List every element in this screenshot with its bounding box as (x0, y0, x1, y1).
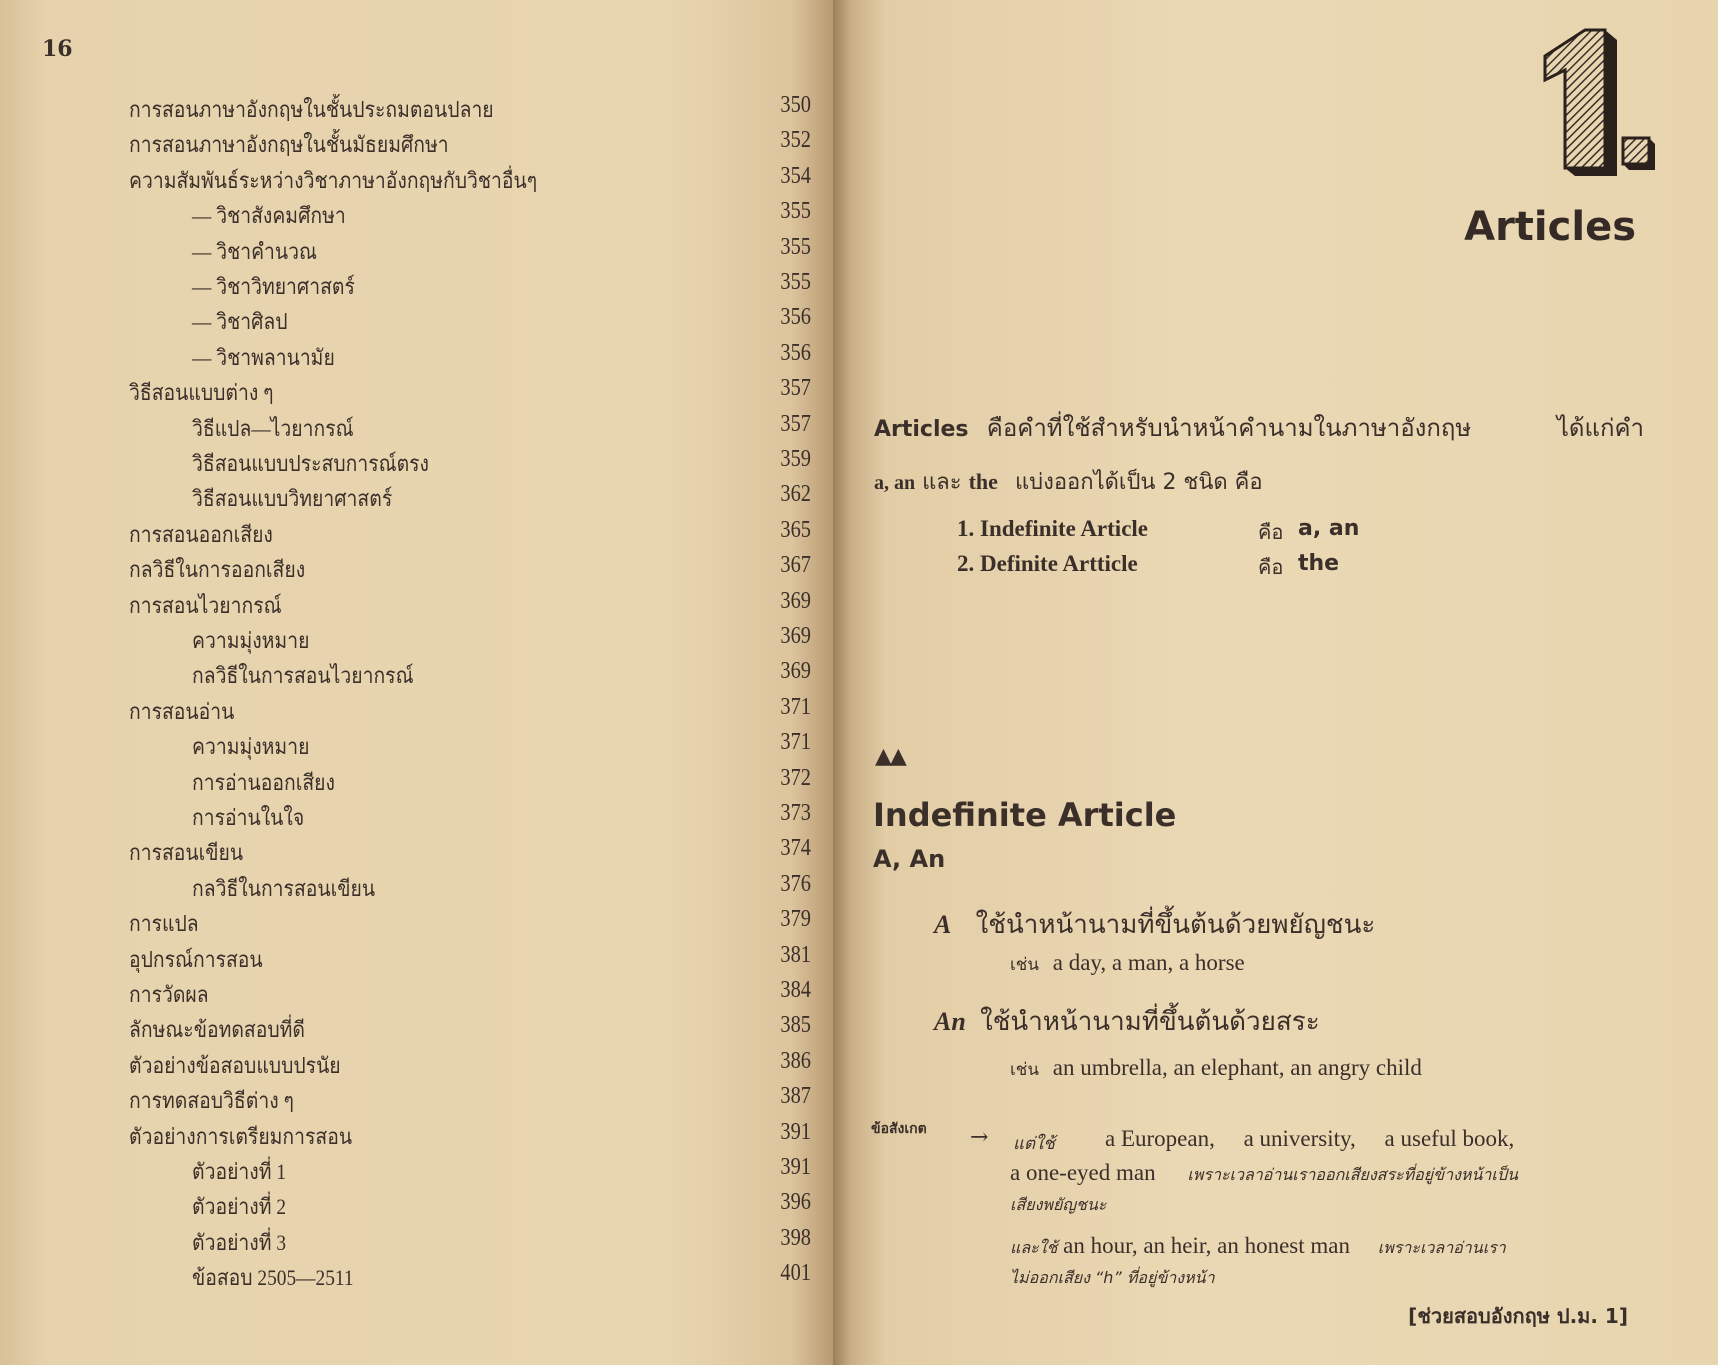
note-line-1: a European, a university, a useful book, (1105, 1126, 1515, 1151)
rule-an (934, 1001, 1320, 1042)
toc-entry-page: 362 (780, 481, 811, 508)
rule-an-text: ใช้นำหน้านามที่ขึ้นต้นด้วยสระ (980, 1007, 1320, 1037)
toc-entry-page: 356 (780, 339, 811, 366)
toc-entry-page: 376 (780, 870, 811, 897)
rule-a-article: A (934, 910, 952, 939)
intro-and: และ (922, 470, 962, 495)
toc-entry-title: วิธีสอนแบบประสบการณ์ตรง (192, 451, 429, 476)
toc-entry-page: 355 (780, 198, 811, 225)
toc-entry-title: วิธีสอนแบบวิทยาศาสตร์ (192, 486, 393, 512)
toc-entry-page: 396 (780, 1189, 811, 1216)
toc-entry-title: — วิชาสังคมศึกษา (192, 203, 346, 229)
article-type-item (957, 551, 1340, 579)
intro-line-2 (874, 464, 1263, 499)
article-type-value: a, an (1298, 516, 1360, 541)
toc-entry-page: 372 (780, 764, 811, 791)
article-type-is: คือ (1258, 520, 1284, 544)
rule-a-examples (1010, 950, 1245, 978)
toc-entry-page: 381 (780, 941, 811, 968)
toc-entry (0, 906, 833, 940)
toc-entry (0, 1012, 833, 1046)
toc-entry (0, 304, 833, 338)
intro-text: คือคำที่ใช้สำหรับนำหน้าคำนามในภาษาอังกฤษ (986, 414, 1472, 442)
left-page (0, 0, 833, 1365)
toc-entry-page: 374 (780, 835, 811, 862)
toc-entry (0, 411, 833, 445)
toc-entry-title: การสอนภาษาอังกฤษในชั้นมัธยมศึกษา (129, 132, 449, 158)
intro-text-end: ได้แก่คำ (1556, 414, 1644, 442)
toc-entry (0, 163, 833, 197)
toc-entry-page: 371 (780, 693, 811, 720)
note-but-use: แต่ใช้ (1013, 1134, 1055, 1154)
toc-entry-title: กลวิธีในการสอนไวยากรณ์ (192, 663, 414, 689)
section-title: Indefinite Article (873, 796, 1177, 834)
article-type-label: 2. Definite Artticle (957, 551, 1138, 576)
toc-entry-page: 387 (780, 1083, 811, 1110)
toc-entry (0, 835, 833, 869)
right-page (833, 0, 1718, 1365)
chapter-number-graphic (1527, 26, 1657, 176)
article-type-value: the (1298, 551, 1340, 576)
rule-a (934, 904, 1375, 945)
toc-entry-title: กลวิธีในการออกเสียง (129, 557, 306, 583)
note-line-3: เสียงพยัญชนะ (1010, 1195, 1107, 1214)
running-footer: [ช่วยสอบอังกฤษ ป.ม. 1] (1408, 1304, 1628, 1328)
toc-entry-title: ความมุ่งหมาย (192, 734, 310, 760)
toc-entry (0, 269, 833, 303)
toc-entry (0, 942, 833, 976)
toc-entry-title: — วิชาพลานามัย (192, 344, 335, 370)
note-line-5: ไม่ออกเสียง “h” ที่อยู่ข้างหน้า (1010, 1268, 1215, 1287)
toc-entry (0, 92, 833, 126)
toc-entry-page: 369 (780, 587, 811, 614)
toc-entry (0, 340, 833, 374)
toc-entry (0, 198, 833, 232)
toc-entry-title: วิธีสอนแบบต่าง ๆ (129, 380, 274, 406)
toc-entry-page: 354 (780, 162, 811, 189)
toc-entry-page: 369 (780, 623, 811, 649)
page-number: 16 (42, 36, 73, 62)
toc-entry-title: การสอนเขียน (129, 840, 244, 866)
toc-entry-title: ตัวอย่างข้อสอบแบบปรนัย (129, 1052, 341, 1078)
examples-text: an umbrella, an elephant, an angry child (1052, 1055, 1422, 1080)
note-line-4 (1010, 1233, 1506, 1261)
toc-entry-page: 373 (780, 800, 811, 826)
toc-entry (0, 1083, 833, 1117)
toc-entry-title: การสอนออกเสียง (129, 521, 273, 547)
toc-entry (0, 694, 833, 728)
toc-entry (0, 871, 833, 905)
toc-entry-title: ตัวอย่างการเตรียมการสอน (129, 1123, 353, 1149)
toc-entry-page: 365 (780, 516, 811, 543)
toc-entry (0, 623, 833, 657)
note-th: เพราะเวลาอ่านเราออกเสียงสระที่อยู่ข้างหน้าเป็น (1187, 1165, 1518, 1184)
toc-entry-title: ตัวอย่างที่ 2 (192, 1194, 287, 1220)
toc-entry-page: 371 (780, 729, 811, 756)
toc-entry (0, 765, 833, 799)
toc-entry-page: 386 (780, 1047, 811, 1074)
examples-text: a day, a man, a horse (1052, 950, 1245, 975)
toc-entry-page: 398 (780, 1224, 811, 1251)
eg-label: เช่น (1010, 955, 1039, 975)
toc-entry-title: การสอนไวยากรณ์ (129, 592, 282, 618)
toc-entry-page: 384 (780, 977, 811, 1003)
intro-a-an: a, an (874, 472, 916, 494)
toc-entry-page: 355 (780, 269, 811, 295)
toc-entry (0, 1154, 833, 1188)
toc-entry-title: — วิชาคำนวณ (192, 238, 317, 264)
toc-entry (0, 1119, 833, 1153)
toc-entry (0, 977, 833, 1011)
toc-entry-page: 401 (780, 1260, 811, 1287)
toc-entry-title: การอ่านในใจ (192, 805, 305, 830)
toc-entry-title: ความสัมพันธ์ระหว่างวิชาภาษาอังกฤษกับวิชาอื่นๆ (129, 167, 538, 193)
toc-entry (0, 481, 833, 515)
note-en: a one-eyed man (1010, 1160, 1156, 1185)
toc-entry-title: การทดสอบวิธีต่าง ๆ (129, 1088, 294, 1114)
toc-entry-page: 356 (780, 304, 811, 331)
toc-entry-title: วิธีแปล—ไวยากรณ์ (192, 415, 354, 441)
article-type-item (957, 516, 1360, 544)
toc-entry-title: อุปกรณ์การสอน (129, 946, 263, 972)
intro-line-1 (874, 408, 1644, 447)
toc-entry-title: การแปล (129, 911, 199, 937)
toc-entry-page: 357 (780, 410, 811, 437)
article-type-is: คือ (1258, 555, 1284, 579)
article-type-label: 1. Indefinite Article (957, 516, 1148, 541)
chapter-title: Articles (1464, 204, 1636, 250)
toc-entry (0, 517, 833, 551)
intro-the: the (968, 469, 998, 494)
toc-entry-page: 367 (780, 552, 811, 579)
toc-entry-title: — วิชาศิลป (192, 309, 288, 335)
triangle-marker-icon: ▲▲ (875, 744, 905, 769)
toc-entry (0, 588, 833, 622)
note-and-use: และใช้ (1010, 1238, 1058, 1257)
toc-entry-title: ตัวอย่างที่ 1 (192, 1159, 287, 1184)
toc-entry-title: — วิชาวิทยาศาสตร์ (192, 274, 355, 299)
rule-an-article: An (934, 1007, 966, 1036)
toc-entry (0, 729, 833, 763)
eg-label: เช่น (1010, 1060, 1039, 1080)
note-label: ข้อสังเกต (871, 1121, 927, 1137)
toc-entry-page: 391 (780, 1154, 811, 1180)
section-subtitle: A, An (873, 845, 946, 873)
rule-a-text: ใช้นำหน้านามที่ขึ้นต้นด้วยพยัญชนะ (975, 910, 1376, 940)
toc-entry-title: ข้อสอบ 2505—2511 (192, 1265, 354, 1291)
toc-entry (0, 446, 833, 480)
toc-entry (0, 658, 833, 692)
toc-entry (0, 375, 833, 409)
toc-entry-title: กลวิธีในการสอนเขียน (192, 875, 376, 901)
toc-entry (0, 1048, 833, 1082)
toc-entry (0, 1260, 833, 1294)
arrow-right-icon: → (970, 1125, 989, 1150)
toc-entry-page: 385 (780, 1012, 811, 1039)
toc-entry-title: การสอนภาษาอังกฤษในชั้นประถมตอนปลาย (129, 97, 494, 122)
toc-entry-page: 391 (780, 1118, 811, 1145)
toc-entry (0, 234, 833, 268)
toc-entry-page: 359 (780, 446, 811, 472)
intro-rest: แบ่งออกได้เป็น 2 ชนิด คือ (1014, 470, 1263, 495)
toc-entry (0, 552, 833, 586)
toc-entry-page: 357 (780, 375, 811, 402)
toc-entry-title: ตัวอย่างที่ 3 (192, 1229, 287, 1255)
toc-entry (0, 1225, 833, 1259)
toc-entry (0, 127, 833, 161)
toc-entry-page: 352 (780, 127, 811, 154)
toc-entry-title: การสอนอ่าน (129, 698, 235, 724)
toc-entry (0, 1189, 833, 1223)
toc-entry-title: ความมุ่งหมาย (192, 628, 310, 653)
toc-entry (0, 800, 833, 834)
note-line-2 (1010, 1160, 1518, 1188)
toc-entry-page: 369 (780, 658, 811, 685)
toc-entry-page: 350 (780, 92, 811, 118)
rule-an-examples (1010, 1055, 1422, 1083)
toc-entry-page: 379 (780, 906, 811, 933)
toc-entry-title: การอ่านออกเสียง (192, 769, 335, 795)
note-en: an hour, an heir, an honest man (1063, 1233, 1350, 1258)
toc-entry-title: ลักษณะข้อทดสอบที่ดี (129, 1017, 305, 1043)
toc-entry-title: การวัดผล (129, 982, 209, 1007)
intro-term: Articles (874, 417, 969, 442)
toc-entry-page: 355 (780, 233, 811, 260)
note-th: เพราะเวลาอ่านเรา (1377, 1238, 1506, 1257)
